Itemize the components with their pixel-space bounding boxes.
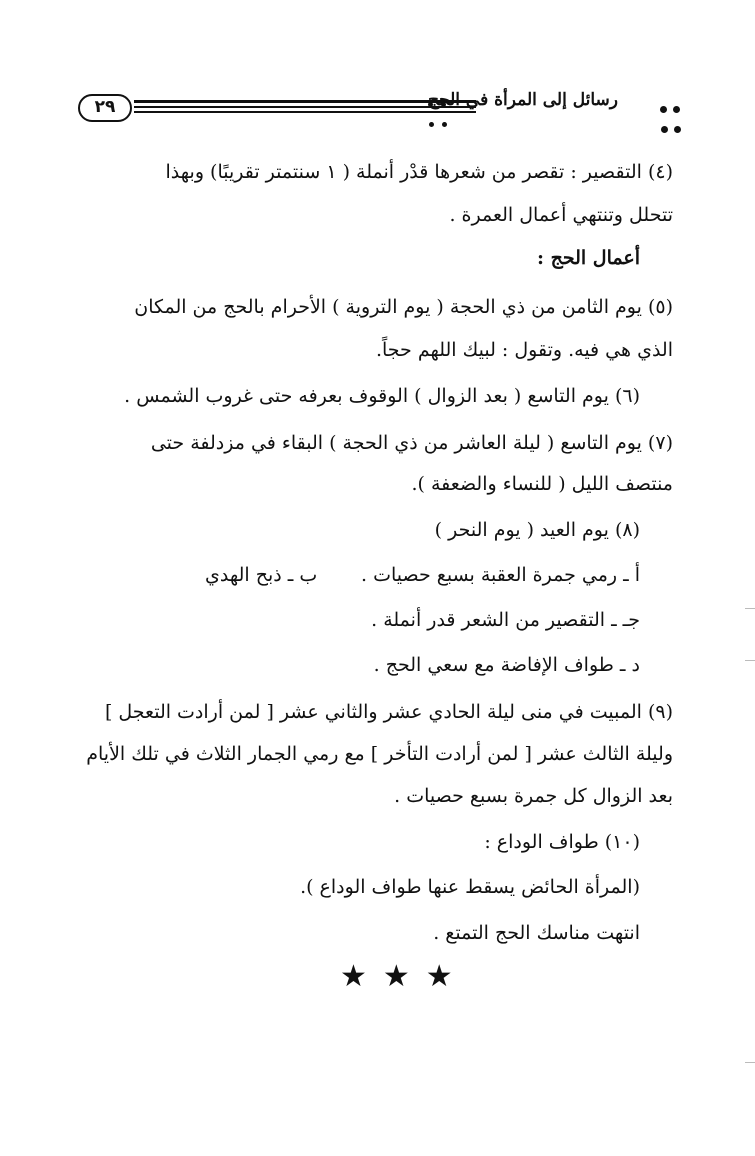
- list-item: ب ـ ذبح الهدي: [205, 564, 318, 586]
- text-line: (المرأة الحائض يسقط عنها طواف الوداع ).: [300, 876, 640, 898]
- ornament-dots-icon: [660, 106, 682, 136]
- section-heading: أعمال الحج :: [536, 247, 640, 269]
- header-rule: [134, 106, 476, 108]
- closing-line: انتهت مناسك الحج التمتع .: [433, 922, 640, 944]
- list-item: جـ ـ التقصير من الشعر قدر أنملة .: [371, 609, 640, 631]
- text-line: (٧) يوم التاسع ( ليلة العاشر من ذي الحجة ) البقاء في مزدلفة حتى: [150, 432, 673, 454]
- text-line: (٤) التقصير : تقصر من شعرها قدْر أنملة ( ١ سنتمتر تقريبًا) وبهذا: [165, 161, 673, 183]
- running-title: رسائل إلى المرأة في الحج: [428, 90, 618, 110]
- list-item: أ ـ رمي جمرة العقبة بسبع حصيات .: [361, 564, 640, 586]
- text-line: بعد الزوال كل جمرة بسبع حصيات .: [394, 785, 673, 807]
- margin-mark: [745, 660, 755, 661]
- text-line: الذي هي فيه. وتقول : لبيك اللهم حجاً.: [375, 339, 673, 361]
- text-line: (١٠) طواف الوداع :: [484, 831, 640, 853]
- text-line: (٥) يوم الثامن من ذي الحجة ( يوم التروية ) الأحرام بالحج من المكان: [134, 296, 673, 318]
- list-item: د ـ طواف الإفاضة مع سعي الحج .: [373, 654, 640, 676]
- margin-mark: [745, 608, 755, 609]
- header-rule: [134, 111, 476, 113]
- margin-mark: [745, 1062, 755, 1063]
- text-line: منتصف الليل ( للنساء والضعفة ).: [411, 473, 673, 495]
- text-line: (٦) يوم التاسع ( بعد الزوال ) الوقوف بعرفه حتى غروب الشمس .: [124, 385, 640, 407]
- text-line: تتحلل وتنتهي أعمال العمرة .: [449, 204, 673, 226]
- page-header: [70, 88, 690, 134]
- text-line: وليلة الثالث عشر [ لمن أرادت التأخر ] مع رمي الجمار الثلاث في تلك الأيام: [86, 743, 673, 765]
- star-separator-icon: ★★★: [340, 959, 469, 994]
- text-line: (٨) يوم العيد ( يوم النحر ): [434, 519, 640, 541]
- header-rule: [134, 100, 476, 103]
- page-number-badge: ٢٩: [78, 94, 132, 122]
- text-line: (٩) المبيت في منى ليلة الحادي عشر والثاني عشر [ لمن أرادت التعجل ]: [104, 701, 673, 723]
